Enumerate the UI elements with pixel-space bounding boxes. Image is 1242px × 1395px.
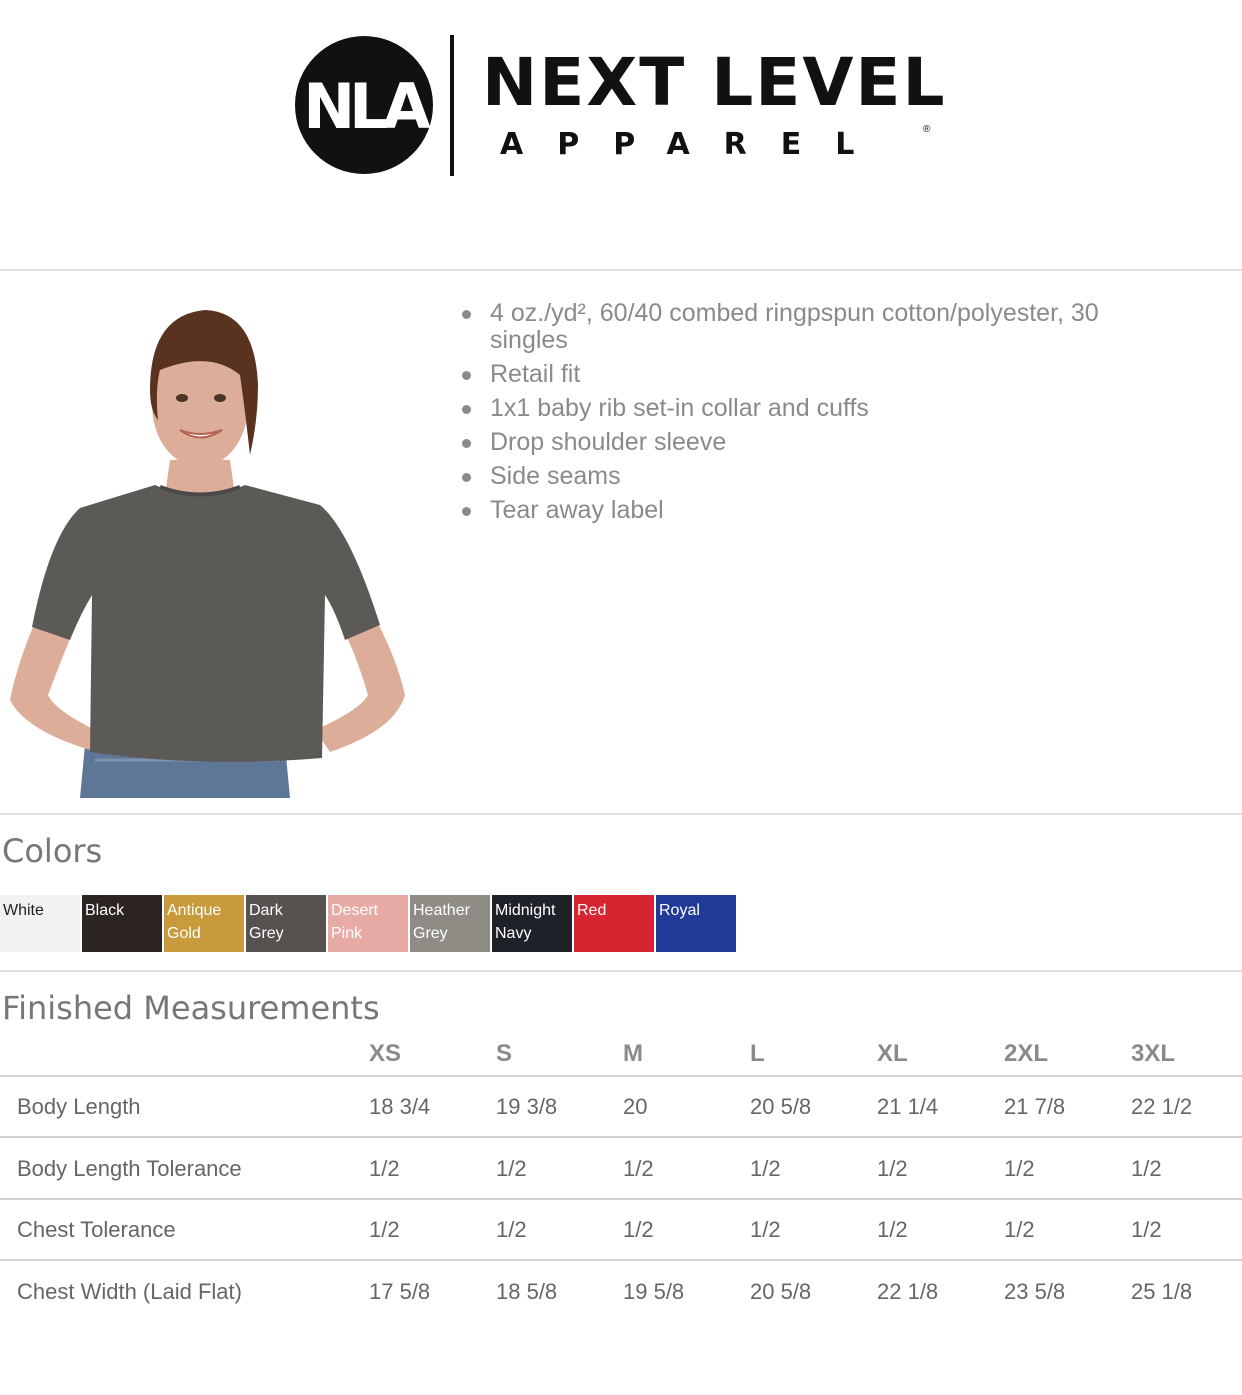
table-cell: 21 7/8: [1004, 1094, 1066, 1119]
color-swatch-antique-gold[interactable]: Antique Gold: [164, 895, 244, 952]
table-cell: 21 1/4: [877, 1094, 939, 1119]
size-header: XL: [877, 1040, 908, 1067]
table-cell: 1/2: [623, 1156, 654, 1181]
size-header: XS: [369, 1040, 402, 1067]
color-swatch-royal[interactable]: Royal: [656, 895, 736, 952]
color-swatch-black[interactable]: Black: [82, 895, 162, 952]
row-label: Body Length: [17, 1094, 141, 1119]
size-header: S: [496, 1040, 513, 1067]
color-swatches: [0, 895, 738, 952]
product-photo: [0, 290, 420, 798]
registered-mark: ®: [923, 124, 931, 135]
table-cell: 1/2: [750, 1217, 781, 1242]
size-header: M: [623, 1040, 643, 1067]
model-illustration: [0, 290, 420, 798]
feature-item: Tear away label: [462, 497, 1162, 524]
table-cell: 1/2: [496, 1156, 527, 1181]
color-swatch-dark-grey[interactable]: Dark Grey: [246, 895, 326, 952]
table-cell: 1/2: [623, 1217, 654, 1242]
table-cell: 1/2: [750, 1156, 781, 1181]
logo-divider: [450, 35, 454, 176]
measurements-heading: Finished Measurements: [2, 989, 380, 1027]
table-cell: 1/2: [877, 1217, 908, 1242]
logo-monogram: NLA: [303, 70, 425, 143]
table-cell: 22 1/2: [1131, 1094, 1193, 1119]
table-cell: 20 5/8: [750, 1279, 812, 1304]
brand-header: [0, 0, 1242, 270]
table-cell: 23 5/8: [1004, 1279, 1066, 1304]
table-cell: 18 5/8: [496, 1279, 558, 1304]
table-cell: 1/2: [1131, 1156, 1162, 1181]
table-cell: 20 5/8: [750, 1094, 812, 1119]
size-header: 3XL: [1131, 1040, 1176, 1067]
divider: [0, 970, 1242, 972]
feature-list: [462, 300, 1162, 531]
table-cell: 1/2: [496, 1217, 527, 1242]
table-cell: 20: [623, 1094, 648, 1119]
row-label: Body Length Tolerance: [17, 1156, 242, 1181]
color-swatch-red[interactable]: Red: [574, 895, 654, 952]
table-cell: 17 5/8: [369, 1279, 431, 1304]
feature-item: 1x1 baby rib set-in collar and cuffs: [462, 395, 1162, 422]
table-cell: 18 3/4: [369, 1094, 431, 1119]
table-cell: 1/2: [369, 1217, 400, 1242]
colors-heading: Colors: [2, 832, 103, 870]
table-cell: 25 1/8: [1131, 1279, 1193, 1304]
divider: [0, 813, 1242, 815]
divider: [0, 269, 1242, 271]
table-rule: [0, 1198, 1242, 1200]
brand-subtitle: APPAREL: [500, 127, 889, 162]
size-header: L: [750, 1040, 765, 1067]
table-cell: 19 3/8: [496, 1094, 558, 1119]
table-cell: 1/2: [1004, 1156, 1035, 1181]
color-swatch-heather-grey[interactable]: Heather Grey: [410, 895, 490, 952]
row-label: Chest Width (Laid Flat): [17, 1279, 242, 1304]
size-header: 2XL: [1004, 1040, 1049, 1067]
color-swatch-white[interactable]: White: [0, 895, 80, 952]
feature-item: Side seams: [462, 463, 1162, 490]
feature-item: Drop shoulder sleeve: [462, 429, 1162, 456]
feature-item: Retail fit: [462, 361, 1162, 388]
feature-item: 4 oz./yd², 60/40 combed ringpspun cotton/polyester, 30 singles: [462, 300, 1162, 354]
table-rule: [0, 1136, 1242, 1138]
nla-logo-icon: [295, 35, 433, 175]
table-cell: 1/2: [877, 1156, 908, 1181]
table-cell: 1/2: [1004, 1217, 1035, 1242]
table-rule: [0, 1259, 1242, 1261]
table-cell: 19 5/8: [623, 1279, 685, 1304]
table-rule: [0, 1075, 1242, 1077]
table-cell: 22 1/8: [877, 1279, 939, 1304]
color-swatch-desert-pink[interactable]: Desert Pink: [328, 895, 408, 952]
row-label: Chest Tolerance: [17, 1217, 176, 1242]
color-swatch-midnight-navy[interactable]: Midnight Navy: [492, 895, 572, 952]
brand-name: NEXT LEVEL: [482, 44, 947, 121]
table-cell: 1/2: [369, 1156, 400, 1181]
table-cell: 1/2: [1131, 1217, 1162, 1242]
